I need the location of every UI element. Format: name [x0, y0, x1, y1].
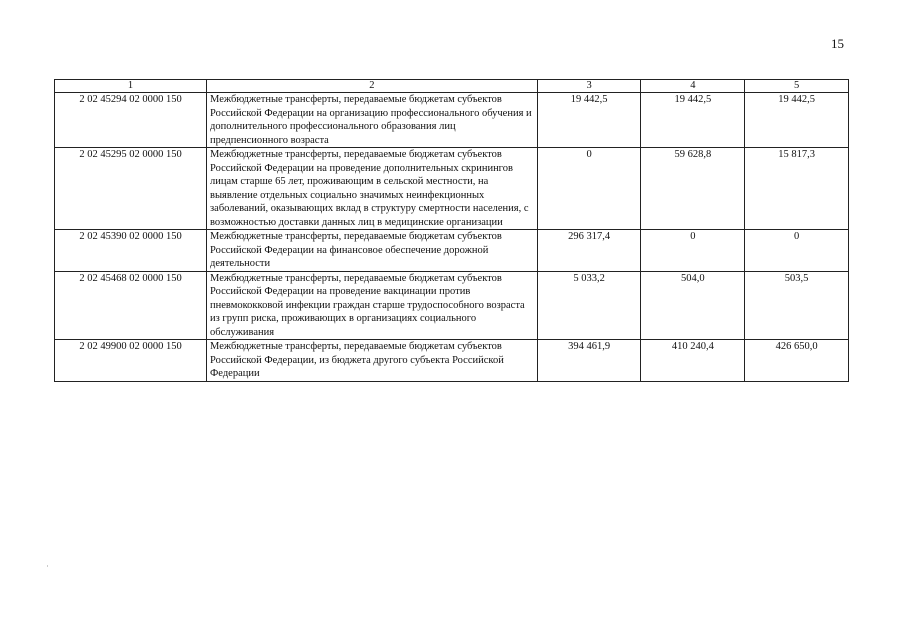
amount-col-3-cell: 394 461,9: [537, 340, 641, 382]
amount-col-4-cell: 59 628,8: [641, 148, 745, 230]
table-row: [55, 93, 849, 148]
amount-col-5-cell: 426 650,0: [745, 340, 849, 382]
amount-col-3-cell: 296 317,4: [537, 230, 641, 272]
header-row: [55, 80, 849, 93]
table-row: [55, 148, 849, 230]
description-cell: Межбюджетные трансферты, передаваемые бюджетам субъектов Российской Федерации на проведение вакцинации против пневмококковой инфекции граждан старше трудоспособного возраста из групп риска, проживающих в организациях социального обслуживания: [207, 271, 538, 340]
description-cell: Межбюджетные трансферты, передаваемые бюджетам субъектов Российской Федерации, из бюджета другого субъекта Российской Федерации: [207, 340, 538, 382]
page-number: 15: [831, 36, 844, 51]
amount-col-5-cell: 503,5: [745, 271, 849, 340]
amount-col-3-cell: 0: [537, 148, 641, 230]
amount-col-4-cell: 19 442,5: [641, 93, 745, 148]
header-col-3: 3: [537, 80, 641, 93]
table-row: [55, 340, 849, 382]
budget-code-cell: 2 02 49900 02 0000 150: [55, 340, 207, 382]
budget-code-cell: 2 02 45390 02 0000 150: [55, 230, 207, 272]
header-col-5: 5: [745, 80, 849, 93]
description-cell: Межбюджетные трансферты, передаваемые бюджетам субъектов Российской Федерации на проведение дополнительных скринингов лицам старше 65 лет, проживающим в сельской местности, на выявление отдельных социально значимых неинфекционных заболеваний, оказывающих вклад в структуру смертности населения, с возможностью доставки данных лиц в медицинские организации: [207, 148, 538, 230]
amount-col-5-cell: 15 817,3: [745, 148, 849, 230]
header-col-4: 4: [641, 80, 745, 93]
amount-col-3-cell: 19 442,5: [537, 93, 641, 148]
budget-code-cell: 2 02 45294 02 0000 150: [55, 93, 207, 148]
amount-col-4-cell: 504,0: [641, 271, 745, 340]
amount-col-4-cell: 410 240,4: [641, 340, 745, 382]
amount-col-5-cell: 19 442,5: [745, 93, 849, 148]
amount-col-5-cell: 0: [745, 230, 849, 272]
table-row: [55, 271, 849, 340]
amount-col-3-cell: 5 033,2: [537, 271, 641, 340]
header-col-1: 1: [55, 80, 207, 93]
table-header: [55, 80, 849, 93]
table-row: [55, 230, 849, 272]
scan-speck: [47, 565, 48, 567]
budget-table: [54, 79, 849, 382]
description-cell: Межбюджетные трансферты, передаваемые бюджетам субъектов Российской Федерации на финансовое обеспечение дорожной деятельности: [207, 230, 538, 272]
budget-code-cell: 2 02 45468 02 0000 150: [55, 271, 207, 340]
table-body: [55, 93, 849, 382]
amount-col-4-cell: 0: [641, 230, 745, 272]
header-col-2: 2: [207, 80, 538, 93]
description-cell: Межбюджетные трансферты, передаваемые бюджетам субъектов Российской Федерации на организацию профессионального обучения и дополнительного профессионального образования лиц предпенсионного возраста: [207, 93, 538, 148]
budget-code-cell: 2 02 45295 02 0000 150: [55, 148, 207, 230]
